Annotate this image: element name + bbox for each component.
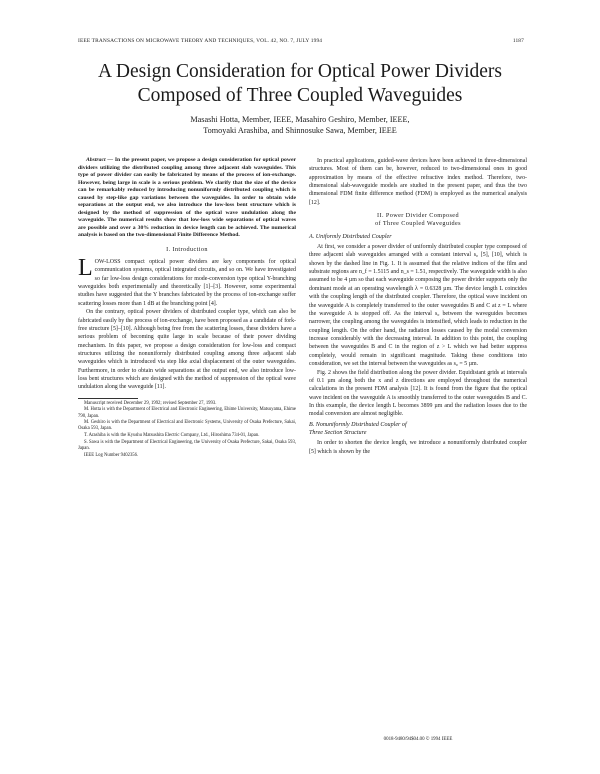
journal-info: IEEE TRANSACTIONS ON MICROWAVE THEORY AND TECHNIQUES, VOL. 42, NO. 7, JULY 1994 [78, 38, 323, 44]
footnotes [78, 398, 296, 459]
body-paragraph: In order to shorten the device length, we introduce a nonuniformly distributed coupler [5] which is shown by the [309, 440, 527, 455]
footnote: Manuscript received December 29, 1992; revised September 27, 1993. [84, 400, 217, 406]
subsection-heading-nonuniform [309, 421, 527, 438]
subsection-heading-line: B. Nonuniformly Distributed Coupler of [309, 421, 407, 428]
subsection-heading-line: Three Section Structure [309, 429, 367, 436]
author-line: Masashi Hotta, Member, IEEE, Masahiro Geshiro, Member, IEEE, [190, 115, 410, 124]
subsection-heading-uniform: A. Uniformly Distributed Coupler [309, 233, 392, 240]
intro-paragraph [78, 254, 296, 308]
section-heading-line: II. Power Divider Composed [377, 212, 459, 220]
body-paragraph: At first, we consider a power divider of uniformly distributed coupler type composed of three adjacent slab waveguides arranged with a constant interval s₀ [5], [10], which is shown by the dashed line in Fig. 1. It is assumed that the relative indices of the film and substrate regions are n_f = 1.5115 and n_s = 1.51, respectively. The waveguide width is also assumed to be 4 µm so that each waveguide composing the power divider supports only the dominant mode at an operating wavelength λ = 0.6328 µm. The device length L coincides with the coupling length of the distributed coupler. Therefore, the optical wave incident on the waveguide A is completely transferred to the outer waveguides B and C at z = L where the waveguide A is stopped off. As the interval s₀ between the waveguides becomes narrower, the coupling among the waveguides is intensified, which leads to reduction in the coupling length. On the other hand, the radiation losses caused by the modal conversion increase considerably with the decreasing interval. In addition to this point, the coupling between the waveguides B and C in the region of z > L which we had better suppress completely, would remain in significant magnitude. Taking these conditions into consideration, we set the interval between the waveguides as s₀ = 5 µm. [309, 244, 527, 367]
copyright-line: 0018-9480/94$04.00 © 1994 IEEE [383, 737, 453, 742]
footnote: M. Hotta is with the Department of Electrical and Electronic Engineering, Ehime University, Matsuyama, Ehime 790, Japan. [78, 407, 296, 419]
section-heading-power-divider [309, 212, 527, 229]
running-head [78, 38, 524, 48]
body-paragraph: In practical applications, guided-wave devices have been achieved in three-dimensional structures. Most of them can be, however, reduced to two-dimensional ones in good approximation by means of the effective refractive index method. Therefore, two-dimensional slab-waveguide models are studied in the present paper, and thus the two dimensional FDM finite difference method (FDM) is employed as the numerical analysis [12]. [309, 158, 527, 206]
body-paragraph: Fig. 2 shows the field distribution along the power divider. Equidistant grids at intervals of 0.1 µm along both the x and z directions are employed throughout the numerical calculations in the present FDM analysis [12]. It is found from the figure that the optical wave incident on the waveguide A is smoothly transferred to the outer waveguides B and C. In this example, the device length L becomes 3899 µm and the radiation losses due to the modal conversion are almost negligible. [309, 369, 527, 418]
section-heading-line: of Three Coupled Waveguides [375, 220, 461, 228]
footnote: T. Arashiba is with the Kyushu Matsushita Electric Company, Ltd., Hiroshima 734-01, Japan. [84, 433, 260, 439]
abstract-label: Abstract — [86, 157, 114, 163]
footnote: M. Geshiro is with the Department of Electrical and Electronic Systems, University of Osaka Prefecture, Sakai, Osaka 593, Japan. [78, 420, 296, 432]
page-number: 1187 [512, 38, 524, 44]
intro-paragraph-text: OW-LOSS compact optical power dividers are key components for optical communication systems, optical integrated circuits, and so on. We have investigated so far low-loss design considerations for mode-conversion type optical Y-branching waveguides both experimentally and theoretically [1]–[3]. However, some experimental studies have suggested that the Y branches fabricated by the process of ion-exchange suffer scattering losses more than 1 dB at the branching point [4]. [78, 258, 296, 307]
right-column [309, 157, 527, 456]
drop-cap: L [78, 254, 93, 281]
footnote: IEEE Log Number 9402356. [84, 452, 139, 458]
intro-paragraph: On the contrary, optical power dividers of distributed coupler type, which can also be fabricated easily by the process of ion-exchange, have been proposed as a candidate of fork-free structure [5]–[10]. Although being free from the scattering losses, these dividers have a serious problem of becoming quite large in scale because of their power dividing mechanism. In this paper, we propose a design consideration for low-loss and compact structures utilizing the nonuniformly distributed coupling among three adjacent slab waveguides which is introduced via step like axial displacement of the outer waveguides. Furthermore, in order to obtain wide separations at the output end, we also introduce low-loss bent structures which are designed with the method of suppression of the optical wave undulation along the waveguide [11]. [78, 309, 296, 391]
author-line: Tomoyaki Arashiba, and Shinnosuke Sawa, Member, IEEE [203, 126, 397, 135]
paper-title: A Design Consideration for Optical Power Dividers Composed of Three Coupled Waveguides [97, 61, 502, 106]
footnote-rule [78, 398, 138, 399]
left-column [78, 157, 296, 459]
author-list [150, 114, 450, 136]
abstract-text: In the present paper, we propose a design consideration for optical power dividers utilizing the distributed coupling among three adjacent slab waveguides. This type of power divider can easily be fabricated by means of the process of ion-exchange. However, being large in scale is a serious problem. We clarify that the size of the device can be remarkably reduced by introducing nonuniformly distributed coupling which is caused by step-like gap variations between the waveguides. In order to obtain wide separations at the output end, we also introduce the low-loss bent structure which is designed by the method of suppression of the optical wave undulation along the waveguide. The numerical results show that low-loss wide separations of optical waves are possible and over a 30% reduction in device length can be achieved. The numerical analysis is based on the two-dimensional Finite Difference Method. [78, 157, 297, 238]
abstract [78, 157, 296, 240]
footnote: S. Sawa is with the Department of Electrical Engineering, the University of Osaka Prefecture, Sakai, Osaka 593, Japan. [78, 439, 296, 451]
section-heading-introduction: I. Introduction [166, 245, 208, 253]
